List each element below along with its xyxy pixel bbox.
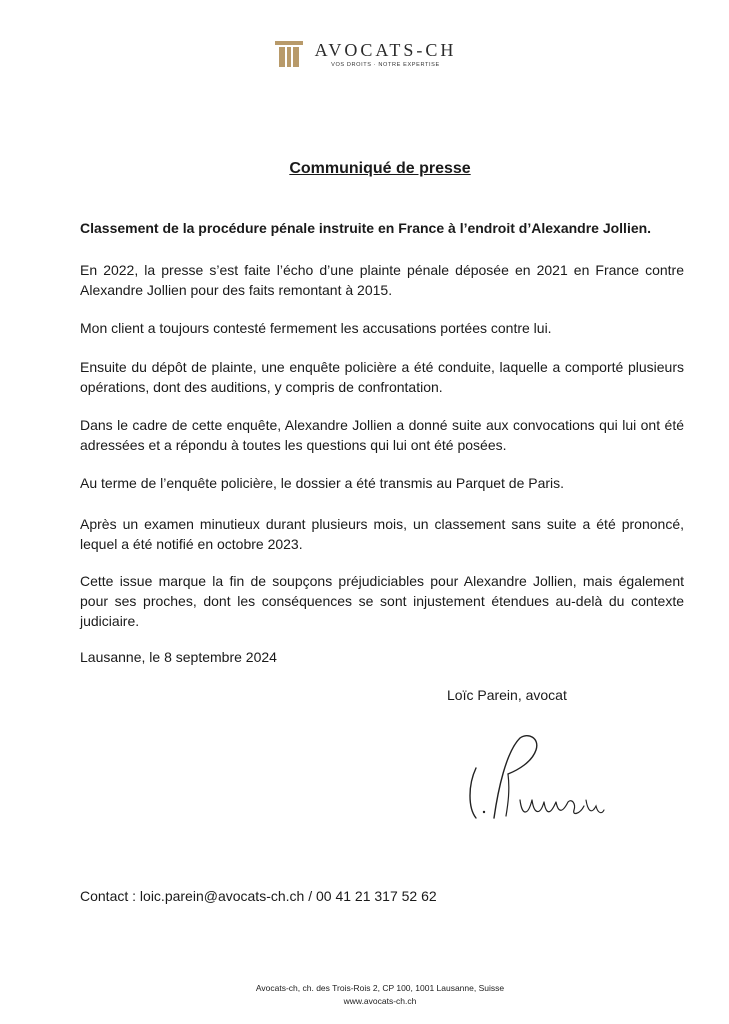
document-title: Communiqué de presse xyxy=(289,160,471,177)
paragraph-6: Après un examen minutieux durant plusieurs mois, un classement sans suite a été prononcé, lequel a été notifié en octobre 2023. xyxy=(80,516,684,552)
paragraph-2: Mon client a toujours contesté fermement les accusations portées contre lui. xyxy=(80,320,552,336)
footer-website: www.avocats-ch.ch xyxy=(343,996,417,1006)
footer-address: Avocats-ch, ch. des Trois-Rois 2, CP 100, 1001 Lausanne, Suisse xyxy=(255,983,505,993)
logo xyxy=(273,38,457,70)
column-logo-icon xyxy=(273,38,305,70)
signatory-name: Loïc Parein, avocat xyxy=(447,687,567,703)
handwritten-signature xyxy=(462,730,612,830)
paragraph-1: En 2022, la presse s’est faite l’écho d’une plainte pénale déposée en 2021 en France contre Alexandre Jollien pour des faits remontant à 2015. xyxy=(80,262,684,298)
contact-line: Contact : loic.parein@avocats-ch.ch / 00 41 21 317 52 62 xyxy=(80,888,437,904)
paragraph-3: Ensuite du dépôt de plainte, une enquête policière a été conduite, laquelle a comporté plusieurs opérations, dont des auditions, y compris de confrontation. xyxy=(80,359,684,395)
paragraph-4: Dans le cadre de cette enquête, Alexandre Jollien a donné suite aux convocations qui lui ont été adressées et a répondu à toutes les questions qui lui ont été posées. xyxy=(80,417,684,453)
paragraph-5: Au terme de l’enquête policière, le dossier a été transmis au Parquet de Paris. xyxy=(80,475,565,491)
document-subject: Classement de la procédure pénale instruite en France à l’endroit d’Alexandre Jollien. xyxy=(80,220,652,236)
firm-tagline: VOS DROITS · NOTRE EXPERTISE xyxy=(331,62,440,68)
letterhead xyxy=(0,38,729,70)
page-footer xyxy=(0,982,729,1008)
date-line: Lausanne, le 8 septembre 2024 xyxy=(80,649,277,665)
paragraph-7: Cette issue marque la fin de soupçons préjudiciables pour Alexandre Jollien, mais également pour ses proches, dont les conséquences se sont injustement étendues au-delà du contexte judiciaire. xyxy=(80,573,684,629)
firm-name: AVOCATS-CH xyxy=(314,40,457,60)
